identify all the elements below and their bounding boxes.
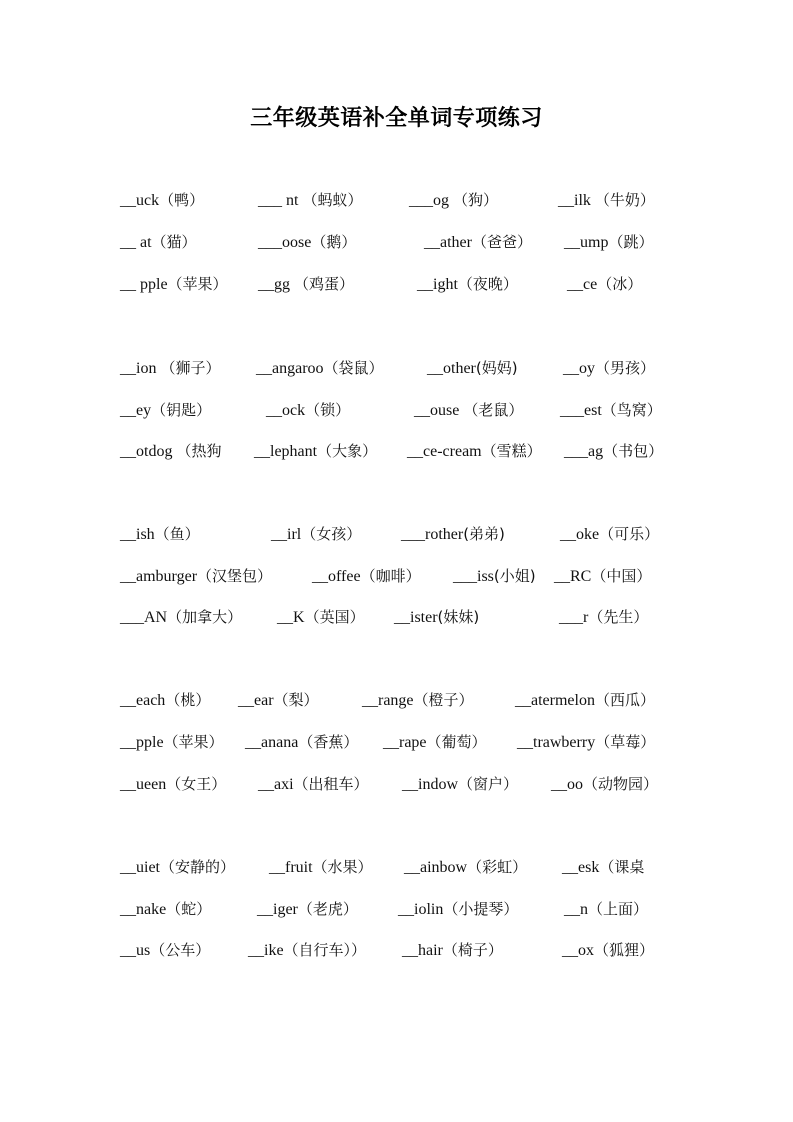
chinese-meaning: （女孩） [301, 525, 362, 543]
exercise-item [564, 441, 663, 462]
word-blank: __K [277, 609, 305, 626]
chinese-meaning: （蚂蚁） [302, 191, 363, 209]
exercise-item [517, 732, 655, 753]
word-blank: ___iss [453, 568, 494, 585]
word-blank: __ear [238, 692, 274, 709]
exercise-item [258, 232, 356, 253]
word-blank: __ight [417, 276, 458, 293]
word-blank: __each [120, 692, 166, 709]
chinese-meaning: (弟弟) [463, 525, 505, 543]
exercise-item [404, 857, 527, 878]
exercise-item [277, 607, 365, 628]
word-blank: __iolin [398, 901, 444, 918]
chinese-meaning: （夜晚） [457, 275, 518, 293]
chinese-meaning: （爸爸） [471, 233, 532, 251]
exercise-item [515, 690, 655, 711]
word-blank: __ at [120, 234, 152, 251]
chinese-meaning: （锁） [305, 401, 351, 419]
exercise-item [120, 400, 211, 421]
exercise-item [558, 190, 655, 211]
word-blank: __ouse [414, 402, 464, 419]
chinese-meaning: （自行车）） [283, 941, 367, 959]
word-blank: __anana [245, 734, 299, 751]
chinese-meaning: （苹果） [163, 733, 224, 751]
exercise-item [562, 857, 644, 878]
exercise-item [254, 441, 377, 462]
word-blank: __otdog [120, 443, 177, 460]
exercise-item [120, 690, 210, 711]
chinese-meaning: （加拿大） [167, 608, 243, 626]
chinese-meaning: （上面） [588, 900, 649, 918]
chinese-meaning: （狐狸） [594, 941, 655, 959]
chinese-meaning: （书包） [603, 442, 664, 460]
chinese-meaning: （狮子） [160, 359, 221, 377]
exercise-item [238, 690, 319, 711]
exercise-item [427, 358, 518, 379]
chinese-meaning: （小提琴） [443, 900, 519, 918]
chinese-meaning: （公车） [150, 941, 211, 959]
word-blank: __indow [402, 776, 458, 793]
chinese-meaning: （鱼） [154, 525, 200, 543]
word-blank: ___ag [564, 443, 604, 460]
chinese-meaning: （鸭） [159, 191, 205, 209]
chinese-meaning: （草莓） [595, 733, 656, 751]
word-blank: __rape [383, 734, 427, 751]
exercise-item [551, 774, 658, 795]
exercise-item [312, 566, 421, 587]
chinese-meaning: （热狗 [176, 442, 222, 460]
exercise-item [414, 400, 523, 421]
exercise-item [383, 732, 487, 753]
exercise-item [258, 190, 362, 211]
word-blank: __ueen [120, 776, 167, 793]
word-blank: __RC [554, 568, 592, 585]
word-blank: ___ nt [258, 192, 303, 209]
word-blank: __uiet [120, 859, 160, 876]
exercise-item [563, 358, 655, 379]
word-blank: ___r [559, 609, 589, 626]
word-blank: __oy [563, 360, 595, 377]
word-blank: __ce-cream [407, 443, 482, 460]
exercise-item [453, 566, 536, 587]
exercise-item [120, 566, 272, 587]
exercise-item [402, 774, 518, 795]
word-blank: __atermelon [515, 692, 595, 709]
word-blank: __uck [120, 192, 160, 209]
chinese-meaning: （鸡蛋） [294, 275, 355, 293]
word-blank: __ pple [120, 276, 168, 293]
chinese-meaning: (小姐) [493, 567, 536, 585]
word-blank: __gg [258, 276, 294, 293]
exercise-item [564, 899, 648, 920]
chinese-meaning: （香蕉） [298, 733, 359, 751]
word-blank: __ilk [558, 192, 595, 209]
exercise-item [417, 274, 518, 295]
exercise-item [266, 400, 350, 421]
word-blank: __nake [120, 901, 167, 918]
word-blank: ___oose [258, 234, 312, 251]
chinese-meaning: （跳） [608, 233, 654, 251]
chinese-meaning: （梨） [273, 691, 319, 709]
word-blank: __hair [402, 942, 443, 959]
word-blank: __irl [271, 526, 302, 543]
chinese-meaning: （袋鼠） [323, 359, 384, 377]
exercise-item [258, 774, 369, 795]
chinese-meaning: （安静的） [160, 858, 236, 876]
exercise-item [256, 358, 384, 379]
chinese-meaning: （猫） [151, 233, 197, 251]
word-blank: __ce [567, 276, 598, 293]
word-blank: __axi [258, 776, 294, 793]
chinese-meaning: （钥匙） [151, 401, 212, 419]
exercise-item [120, 899, 211, 920]
exercise-item [248, 940, 366, 961]
word-blank: ___rother [401, 526, 464, 543]
chinese-meaning: （动物园） [583, 775, 659, 793]
word-blank: __amburger [120, 568, 198, 585]
exercise-item [271, 524, 361, 545]
chinese-meaning: （鸟窝） [601, 401, 662, 419]
word-blank: __range [362, 692, 414, 709]
word-blank: __ump [564, 234, 609, 251]
exercise-item [409, 190, 498, 211]
word-blank: __ey [120, 402, 152, 419]
exercise-item [257, 899, 358, 920]
exercise-item [120, 524, 200, 545]
exercise-item [120, 774, 226, 795]
exercise-item [120, 732, 224, 753]
word-blank: __ish [120, 526, 155, 543]
exercise-item [120, 358, 220, 379]
word-blank: __other [427, 360, 476, 377]
exercise-item [120, 857, 235, 878]
chinese-meaning: （雪糕） [481, 442, 542, 460]
word-blank: __ock [266, 402, 306, 419]
exercise-item [560, 400, 662, 421]
word-blank: __ister [394, 609, 438, 626]
page-title: 三年级英语补全单词专项练习 [250, 106, 543, 131]
chinese-meaning: （牛奶） [594, 191, 655, 209]
word-blank: __iger [257, 901, 298, 918]
word-blank: ___AN [120, 609, 168, 626]
exercise-item [398, 899, 518, 920]
chinese-meaning: （苹果） [167, 275, 228, 293]
exercise-item [120, 190, 204, 211]
chinese-meaning: （中国） [591, 567, 652, 585]
word-blank: __esk [562, 859, 600, 876]
word-blank: __trawberry [517, 734, 596, 751]
word-blank: __fruit [269, 859, 313, 876]
exercise-item [258, 274, 354, 295]
chinese-meaning: （窗户） [458, 775, 519, 793]
word-blank: ___og [409, 192, 453, 209]
chinese-meaning: （老虎） [297, 900, 358, 918]
exercise-item [564, 232, 653, 253]
chinese-meaning: （出租车） [293, 775, 369, 793]
exercise-item [394, 607, 479, 628]
chinese-meaning: （葡萄） [426, 733, 487, 751]
exercise-item [245, 732, 358, 753]
exercise-item [402, 940, 503, 961]
exercise-item [424, 232, 532, 253]
exercise-item [560, 524, 659, 545]
word-blank: __ainbow [404, 859, 468, 876]
word-blank: __offee [312, 568, 361, 585]
chinese-meaning: （蛇） [166, 900, 212, 918]
word-blank: __lephant [254, 443, 318, 460]
chinese-meaning: （冰） [597, 275, 643, 293]
exercise-item [401, 524, 505, 545]
word-blank: __ike [248, 942, 284, 959]
exercise-item [562, 940, 654, 961]
chinese-meaning: （英国） [304, 608, 365, 626]
word-blank: __ox [562, 942, 594, 959]
word-blank: __angaroo [256, 360, 324, 377]
chinese-meaning: （鹅） [311, 233, 357, 251]
exercise-item [120, 441, 221, 462]
chinese-meaning: (妹妹) [437, 608, 480, 626]
chinese-meaning: （椅子） [442, 941, 503, 959]
chinese-meaning: （桃） [165, 691, 211, 709]
chinese-meaning: （西瓜） [594, 691, 655, 709]
word-blank: __us [120, 942, 151, 959]
word-blank: __oke [560, 526, 600, 543]
exercise-item [120, 274, 228, 295]
exercise-item [269, 857, 373, 878]
exercise-item [362, 690, 474, 711]
chinese-meaning: （先生） [588, 608, 649, 626]
word-blank: __n [564, 901, 588, 918]
exercise-item [567, 274, 642, 295]
chinese-meaning: （老鼠） [463, 401, 524, 419]
chinese-meaning: （彩虹） [467, 858, 528, 876]
chinese-meaning: （大象） [317, 442, 378, 460]
chinese-meaning: （狗） [453, 191, 499, 209]
exercise-item [120, 607, 242, 628]
chinese-meaning: （男孩） [595, 359, 656, 377]
chinese-meaning: （汉堡包） [197, 567, 273, 585]
chinese-meaning: （水果） [312, 858, 373, 876]
word-blank: ___est [560, 402, 602, 419]
exercise-item [559, 607, 648, 628]
exercise-item [554, 566, 651, 587]
word-blank: __ather [424, 234, 472, 251]
word-blank: __ion [120, 360, 161, 377]
chinese-meaning: （女王） [166, 775, 227, 793]
chinese-meaning: （咖啡） [360, 567, 421, 585]
word-blank: __oo [551, 776, 583, 793]
exercise-item [407, 441, 542, 462]
chinese-meaning: (妈妈) [475, 359, 518, 377]
chinese-meaning: （课桌 [599, 858, 645, 876]
chinese-meaning: （可乐） [599, 525, 660, 543]
chinese-meaning: （橙子） [413, 691, 474, 709]
word-blank: __pple [120, 734, 164, 751]
exercise-item [120, 940, 210, 961]
exercise-item [120, 232, 197, 253]
